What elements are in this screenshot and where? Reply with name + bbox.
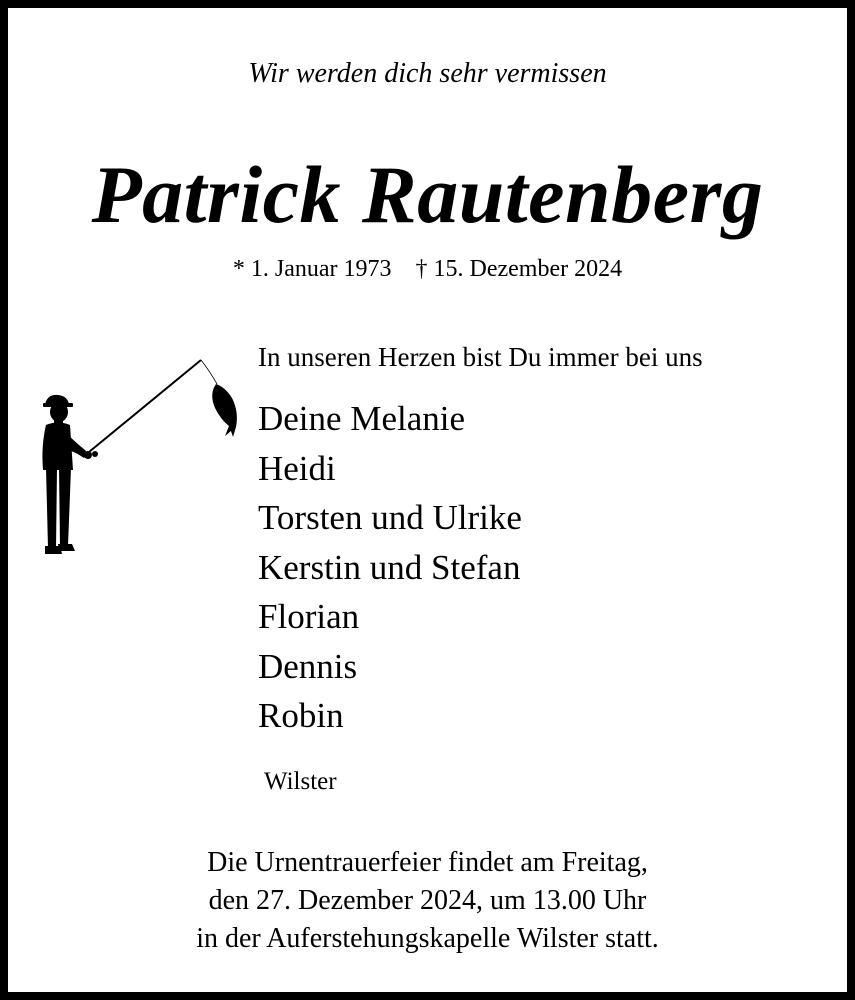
deceased-name: Patrick Rautenberg bbox=[91, 149, 764, 240]
family-member: Heidi bbox=[258, 448, 336, 488]
family-member: Kerstin und Stefan bbox=[258, 547, 521, 587]
family-list bbox=[258, 394, 522, 741]
angler-silhouette-icon bbox=[33, 348, 248, 563]
death-date: † 15. Dezember 2024 bbox=[415, 256, 623, 282]
family-member: Torsten und Ulrike bbox=[258, 498, 522, 537]
service-line: den 27. Dezember 2024, um 13.00 Uhr bbox=[208, 885, 647, 916]
place-name: Wilster bbox=[264, 768, 337, 795]
family-member: Florian bbox=[258, 597, 360, 636]
family-member: Deine Melanie bbox=[258, 399, 465, 438]
family-member: Robin bbox=[258, 696, 344, 735]
funeral-service-info bbox=[8, 844, 847, 958]
birth-date: * 1. Januar 1973 bbox=[232, 256, 392, 282]
service-line: in der Auferstehungskapelle Wilster statt. bbox=[196, 923, 659, 954]
motto: Wir werden dich sehr vermissen bbox=[248, 58, 607, 89]
remembrance-line: In unseren Herzen bist Du immer bei uns bbox=[258, 342, 703, 372]
family-member: Dennis bbox=[258, 646, 358, 686]
life-dates bbox=[8, 256, 847, 283]
service-line: Die Urnentrauerfeier findet am Freitag, bbox=[207, 847, 648, 878]
